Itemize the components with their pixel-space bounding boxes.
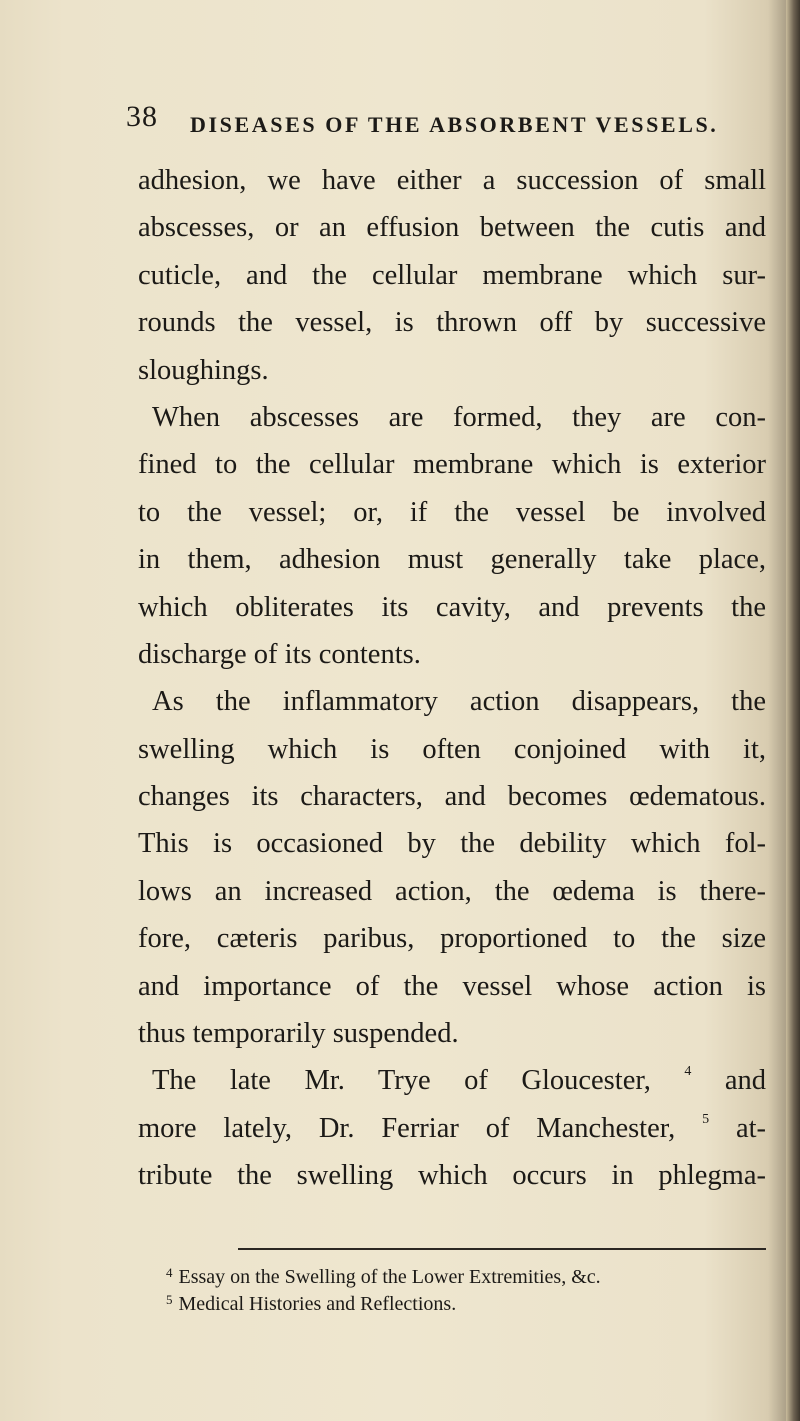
text-fragment: and [724, 1065, 767, 1097]
body-text [138, 157, 766, 1200]
footnote-rule [238, 1248, 766, 1250]
footnote-text: Essay on the Swelling of the Lower Extremities, &c. [178, 1266, 601, 1288]
text-line: thus temporarily suspended. [138, 1018, 459, 1050]
footnote-reference: 4 [684, 1064, 692, 1080]
text-line: tribute the swelling which occurs in phlegma- [138, 1160, 766, 1192]
running-head: DISEASES OF THE ABSORBENT VESSELS. [190, 112, 719, 137]
text-line: abscesses, or an effusion between the cutis and [138, 212, 766, 244]
text-line: sloughings. [138, 354, 269, 386]
text-line: rounds the vessel, is thrown off by successive [138, 307, 766, 339]
footnote-text: Medical Histories and Reflections. [178, 1293, 457, 1315]
text-line: lows an increased action, the œdema is there- [138, 875, 766, 907]
text-line: cuticle, and the cellular membrane which sur- [138, 259, 766, 291]
text-fragment: more lately, Dr. Ferriar of Manchester, [138, 1112, 676, 1144]
text-line: fined to the cellular membrane which is exterior [138, 449, 766, 481]
text-line: discharge of its contents. [138, 638, 421, 670]
text-line: to the vessel; or, if the vessel be involved [138, 496, 766, 528]
text-line [138, 1057, 766, 1104]
text-line: adhesion, we have either a succession of small [138, 165, 766, 196]
text-line: which obliterates its cavity, and prevents the [138, 591, 766, 623]
footnote [166, 1291, 766, 1318]
text-fragment: The late Mr. Trye of Gloucester, [152, 1065, 651, 1097]
footnote-reference: 5 [702, 1111, 710, 1127]
text-line: and importance of the vessel whose action is [138, 970, 766, 1002]
text-line [138, 1105, 766, 1152]
text-fragment: at- [735, 1112, 767, 1144]
footnote-mark: 4 [166, 1265, 173, 1280]
page-edge-shadow [786, 0, 800, 1421]
page-header [126, 100, 726, 150]
footnote [166, 1264, 766, 1291]
text-line: in them, adhesion must generally take place, [138, 544, 766, 576]
text-line: swelling which is often conjoined with it, [138, 733, 766, 765]
text-line: When abscesses are formed, they are con- [152, 401, 766, 433]
footnote-mark: 5 [166, 1292, 173, 1307]
text-line: This is occasioned by the debility which fol- [138, 828, 766, 860]
page-number: 38 [126, 100, 158, 133]
text-line: changes its characters, and becomes œdematous. [138, 781, 766, 813]
text-line: fore, cæteris paribus, proportioned to the size [138, 923, 766, 955]
text-line: As the inflammatory action disappears, the [152, 686, 766, 718]
footnotes [166, 1264, 766, 1318]
